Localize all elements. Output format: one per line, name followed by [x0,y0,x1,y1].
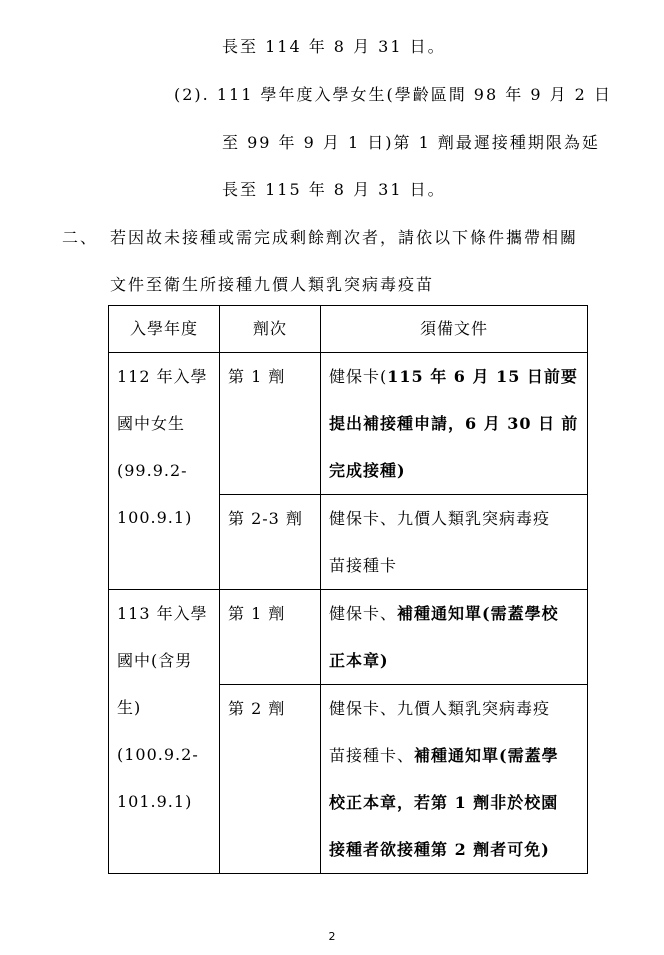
doc-line [329,732,579,779]
year-line: 生) [117,698,142,717]
dose-text: 第 2 劑 [228,699,286,718]
section-number: 二、 [62,228,99,247]
table-row [109,353,588,495]
doc-text-bold: 提出補接種申請，6 月 30 日 [329,414,556,433]
dose-cell [220,495,321,590]
table-row [109,590,588,685]
year-line: 國中女生 [117,414,186,433]
doc-text-bold: 補種通知單(需蓋學校 [397,604,559,623]
doc-text-bold: 115 年 6 月 15 日前要 [387,367,578,386]
doc-text: 健保卡、 [329,604,398,623]
vaccination-table [108,305,588,874]
header-dose: 劑次 [220,306,321,353]
dose-cell [220,353,321,495]
text-line: 長至 115 年 8 月 31 日。 [222,180,446,199]
header-enrollment-year: 入學年度 [109,306,220,353]
text-line: (2). 111 學年度入學女生(學齡區間 98 年 9 月 2 日 [174,85,612,104]
documents-cell [321,685,588,874]
year-line: 國中(含男 [117,651,193,670]
doc-text: 苗接種卡、 [329,746,415,765]
doc-text-bold: 前完成接種) [329,414,579,480]
doc-text-bold: 補種通知單(需蓋學 [414,746,559,765]
dose-text: 第 1 劑 [228,604,286,623]
doc-line: 健保卡、九價人類乳突病毒疫 [329,509,551,528]
doc-text-bold: 正本章) [329,651,389,670]
year-line: 113 年入學 [117,604,208,623]
doc-line: 健保卡、九價人類乳突病毒疫 [329,699,551,718]
documents-cell [321,590,588,685]
header-documents: 須備文件 [321,306,588,353]
dose-text: 第 1 劑 [228,367,286,386]
documents-cell [321,495,588,590]
enrollment-year-cell [109,590,220,874]
section-text: 若因故未接種或需完成剩餘劑次者，請依以下條件攜帶相關 [110,228,579,247]
section-text: 文件至衛生所接種九價人類乳突病毒疫苗 [110,275,435,294]
dose-cell [220,685,321,874]
doc-line: 苗接種卡 [329,556,398,575]
doc-text-bold: 接種者欲接種第 2 劑者可免) [329,840,550,859]
page-number: 2 [328,930,336,943]
doc-text: 健保卡( [329,367,388,386]
year-line: 112 年入學 [117,367,208,386]
doc-line [329,353,579,400]
text-line: 長至 114 年 8 月 31 日。 [222,37,446,56]
year-line: (99.9.2- [117,461,188,480]
documents-cell [321,353,588,495]
dose-text: 第 2-3 劑 [228,509,303,528]
doc-text-bold: 校正本章，若第 1 劑非於校園 [329,793,559,812]
year-line: 101.9.1) [117,792,193,811]
dose-cell [220,590,321,685]
year-line: 100.9.1) [117,508,193,527]
year-line: (100.9.2- [117,745,199,764]
doc-line [329,590,579,637]
text-line: 至 99 年 9 月 1 日)第 1 劑最遲接種期限為延 [222,133,600,152]
enrollment-year-cell [109,353,220,590]
